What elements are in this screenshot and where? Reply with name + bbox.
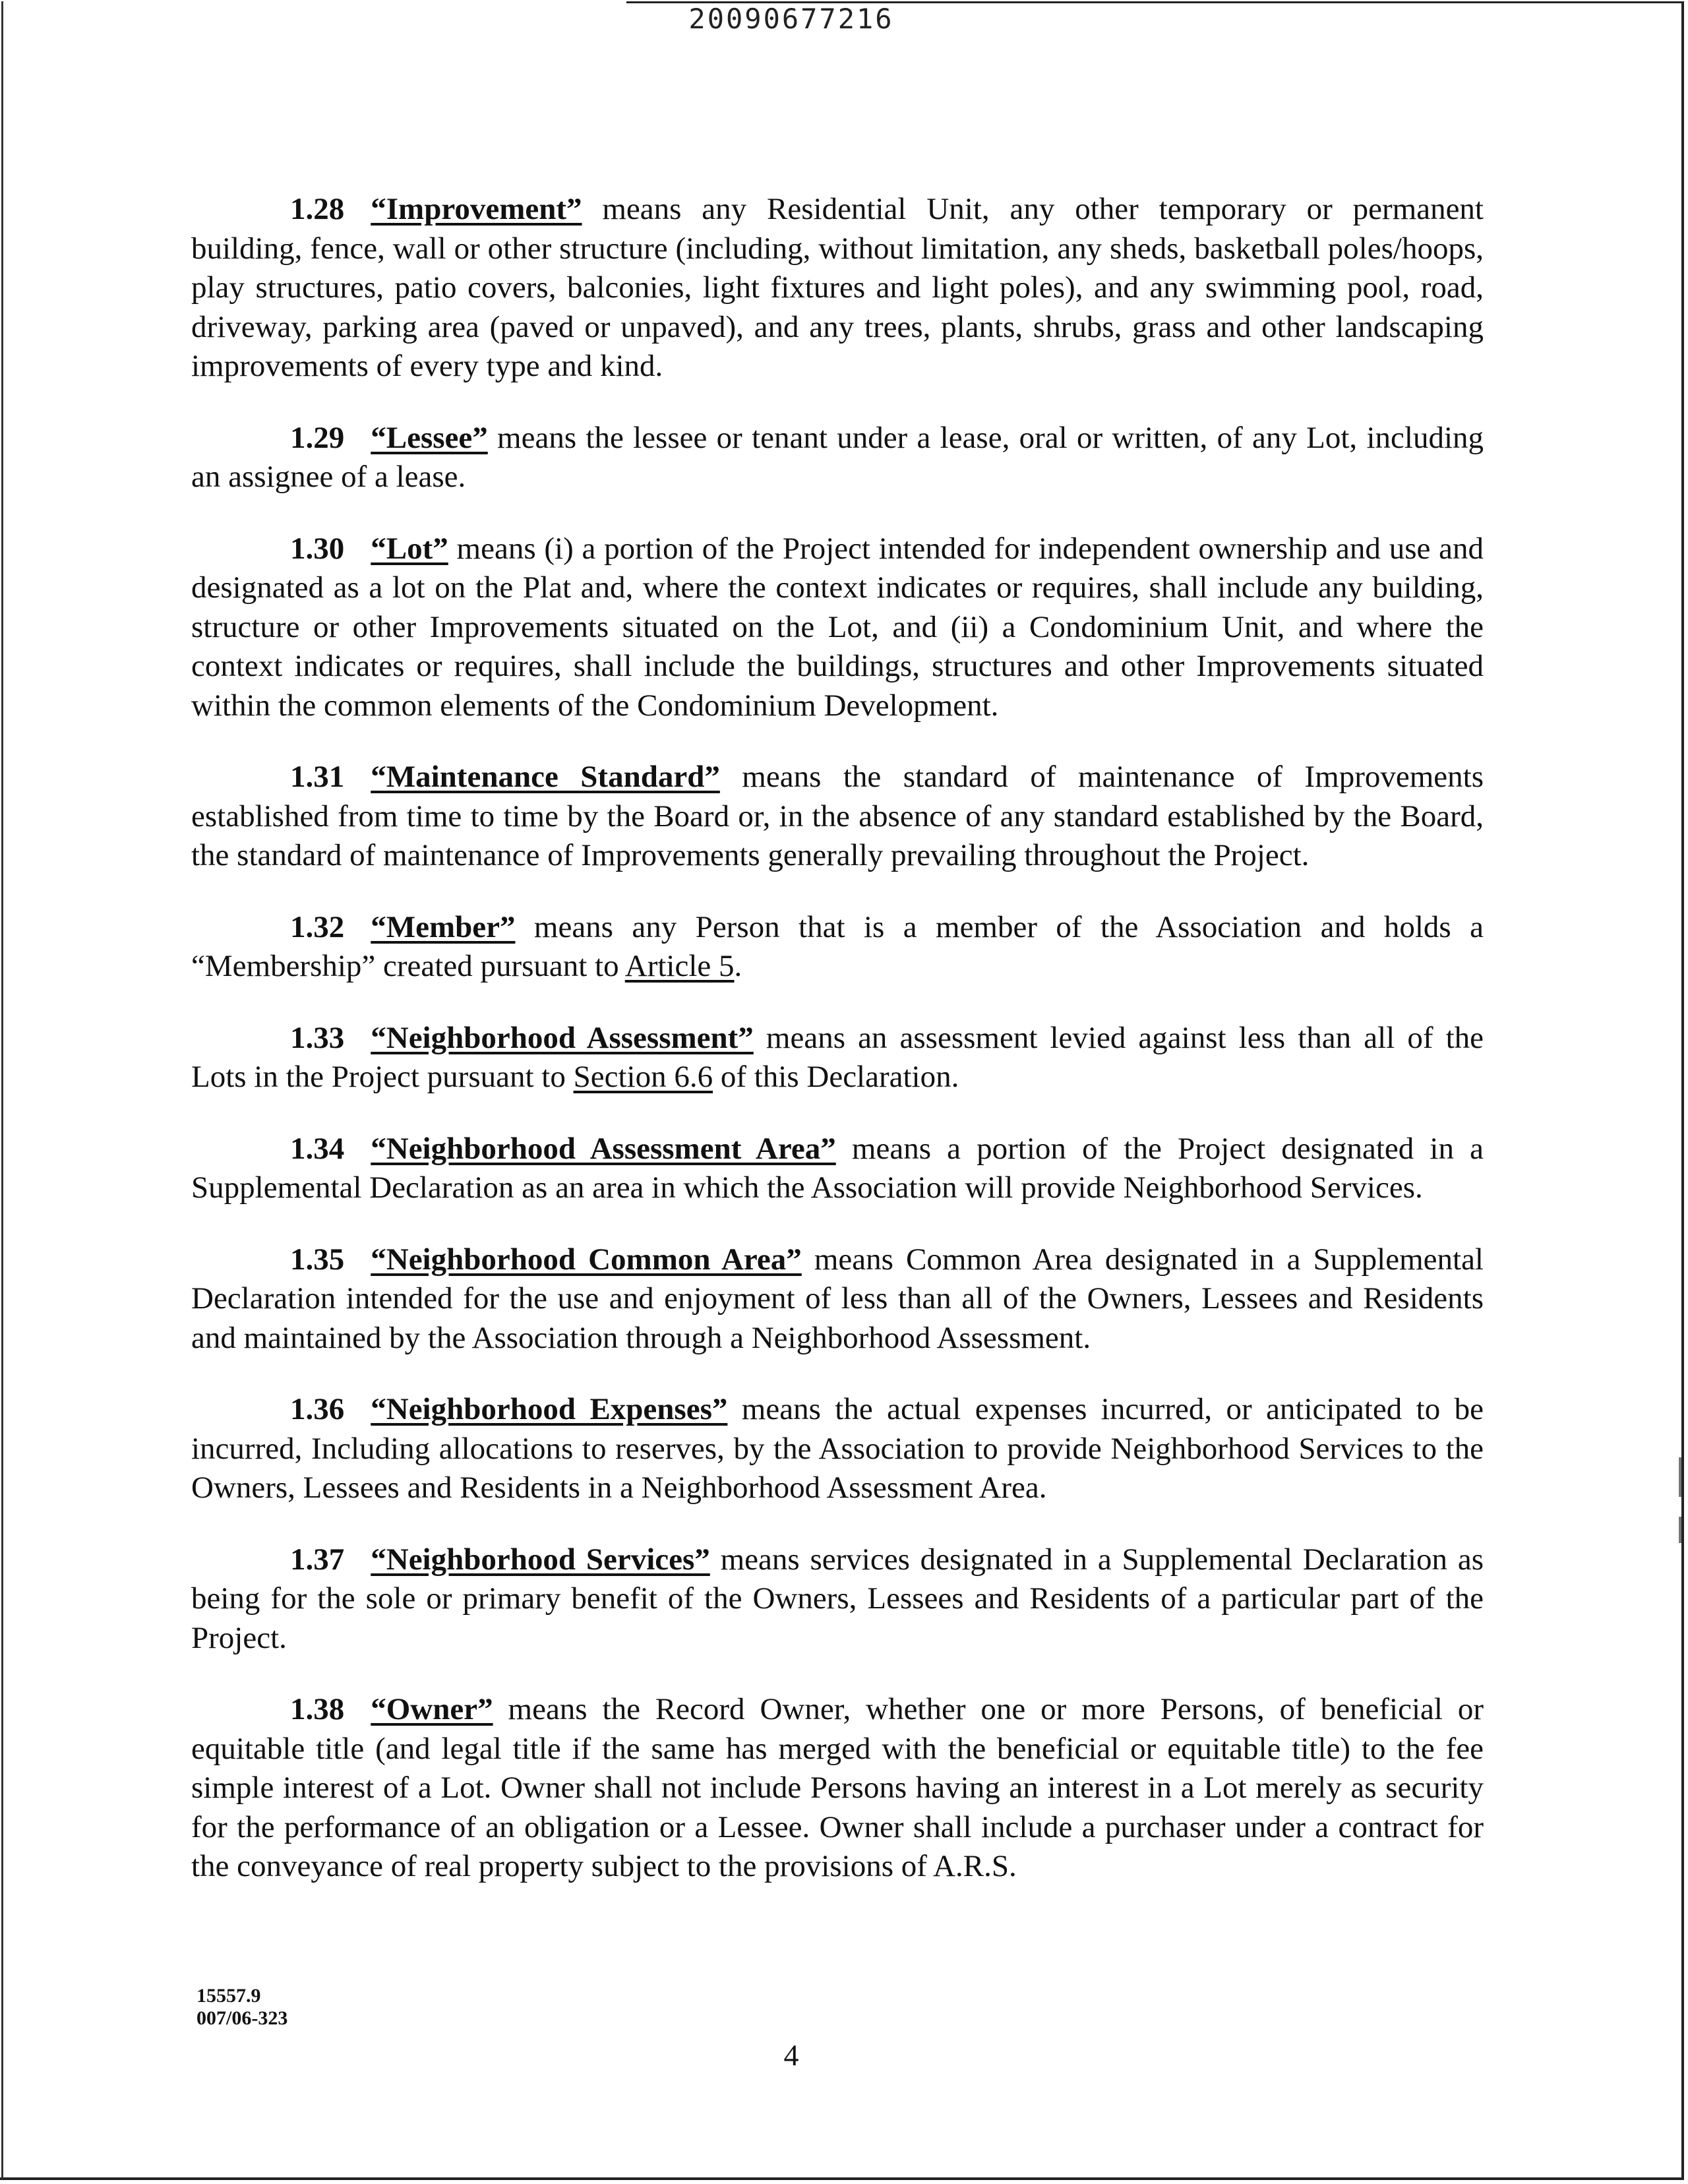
- definition-text: means services designated in a Supplemental Declaration as being for the sole or primary benefit of the Owners, Lessees and Residents of a particular part of the Project.: [191, 1542, 1484, 1655]
- section-number: 1.35: [290, 1242, 345, 1277]
- defined-term: “Owner”: [371, 1692, 493, 1726]
- definition-paragraph: [191, 908, 1484, 986]
- defined-term: “Neighborhood Expenses”: [371, 1392, 728, 1426]
- article-reference-link: Article 5: [624, 949, 735, 983]
- definition-text: means the standard of maintenance of Improvements established from time to time by the Board or, in the absence of any standard established by the Board, the standard of maintenance of Improvements generally prevailing throughout the Project.: [191, 760, 1484, 872]
- definition-paragraph: [191, 1130, 1484, 1208]
- defined-term: “Neighborhood Assessment”: [371, 1020, 754, 1055]
- document-number: 20090677216: [688, 3, 894, 35]
- definition-paragraph: [191, 758, 1484, 876]
- definition-paragraph: [191, 530, 1484, 726]
- defined-term: “Maintenance Standard”: [371, 760, 720, 794]
- section-number: 1.37: [290, 1542, 345, 1577]
- scan-margin-mark: [1679, 1517, 1681, 1543]
- section-number: 1.36: [290, 1392, 345, 1426]
- page-border-bottom: [0, 2177, 1684, 2180]
- defined-term: “Neighborhood Common Area”: [371, 1242, 802, 1277]
- defined-term: “Lessee”: [371, 420, 488, 455]
- footer-code-line: 15557.9: [196, 1985, 261, 2007]
- definition-paragraph: [191, 1540, 1484, 1658]
- defined-term: “Neighborhood Services”: [371, 1542, 710, 1577]
- definition-text-end: of this Declaration.: [713, 1060, 959, 1094]
- section-number: 1.32: [290, 909, 345, 944]
- definition-paragraph: [191, 419, 1484, 497]
- definition-paragraph: [191, 1390, 1484, 1508]
- definition-text-end: .: [734, 949, 742, 983]
- footer-document-code: [196, 1985, 287, 2030]
- definitions-body: [191, 190, 1484, 1919]
- defined-term: “Member”: [371, 909, 516, 944]
- definition-text: means an assessment levied against less than all of the Lots in the Project pursuant to: [191, 1020, 1484, 1094]
- section-number: 1.38: [290, 1692, 345, 1726]
- definition-paragraph: [191, 1690, 1484, 1887]
- section-reference-link: Section 6.6: [573, 1060, 713, 1094]
- section-number: 1.34: [290, 1131, 345, 1166]
- definition-text: means the Record Owner, whether one or more Persons, of beneficial or equitable title (and legal title if the same has merged with the beneficial or equitable title) to the fee simple interest of a Lot. Owner shall not include Persons having an interest in a Lot merely as security for the performance of an obligation or a Lessee. Owner shall include a purchaser under a contract for the conveyance of real property subject to the provisions of A.R.S.: [191, 1692, 1484, 1883]
- defined-term: “Lot”: [371, 531, 448, 566]
- page-border-right: [1681, 1, 1684, 2179]
- footer-code-line: 007/06-323: [196, 2007, 288, 2029]
- definition-text: means (i) a portion of the Project intended for independent ownership and use and designated as a lot on the Plat and, where the context indicates or requires, shall include any building, structure or other Improvements situated on the Lot, and (ii) a Condominium Unit, and where the context indicates or requires, shall include the buildings, structures and other Improvements situated within the common elements of the Condominium Development.: [191, 531, 1484, 723]
- scan-margin-mark: [1679, 1457, 1681, 1497]
- section-number: 1.31: [290, 760, 345, 794]
- definition-paragraph: [191, 1240, 1484, 1358]
- section-number: 1.33: [290, 1020, 345, 1055]
- section-number: 1.29: [290, 420, 345, 455]
- definition-text: means any Residential Unit, any other temporary or permanent building, fence, wall or other structure (including, without limitation, any sheds, basketball poles/hoops, play structures, patio covers, balconies, light fixtures and light poles), and any swimming pool, road, driveway, parking area (paved or unpaved), and any trees, plants, shrubs, grass and other landscaping improvements of every type and kind.: [191, 192, 1484, 383]
- section-number: 1.28: [290, 192, 345, 226]
- page-number: 4: [783, 2038, 799, 2072]
- section-number: 1.30: [290, 531, 345, 566]
- definition-text: means the lessee or tenant under a lease, oral or written, of any Lot, including an assignee of a lease.: [191, 420, 1484, 494]
- definition-paragraph: [191, 1019, 1484, 1097]
- definition-text: means a portion of the Project designated in a Supplemental Declaration as an area in which the Association will provide Neighborhood Services.: [191, 1131, 1484, 1205]
- definition-paragraph: [191, 190, 1484, 386]
- defined-term: “Neighborhood Assessment Area”: [371, 1131, 836, 1166]
- definition-text: means the actual expenses incurred, or anticipated to be incurred, Including allocations to reserves, by the Association to provide Neighborhood Services to the Owners, Lessees and Residents in a Neighborhood Assessment Area.: [191, 1392, 1484, 1505]
- defined-term: “Improvement”: [371, 192, 582, 226]
- page-border-left: [1, 1, 3, 2179]
- definition-text: means Common Area designated in a Supplemental Declaration intended for the use and enjoyment of less than all of the Owners, Lessees and Residents and maintained by the Association through a Neighborhood Assessment.: [191, 1242, 1484, 1355]
- definition-text: means any Person that is a member of the Association and holds a “Membership” created pursuant to: [191, 909, 1484, 983]
